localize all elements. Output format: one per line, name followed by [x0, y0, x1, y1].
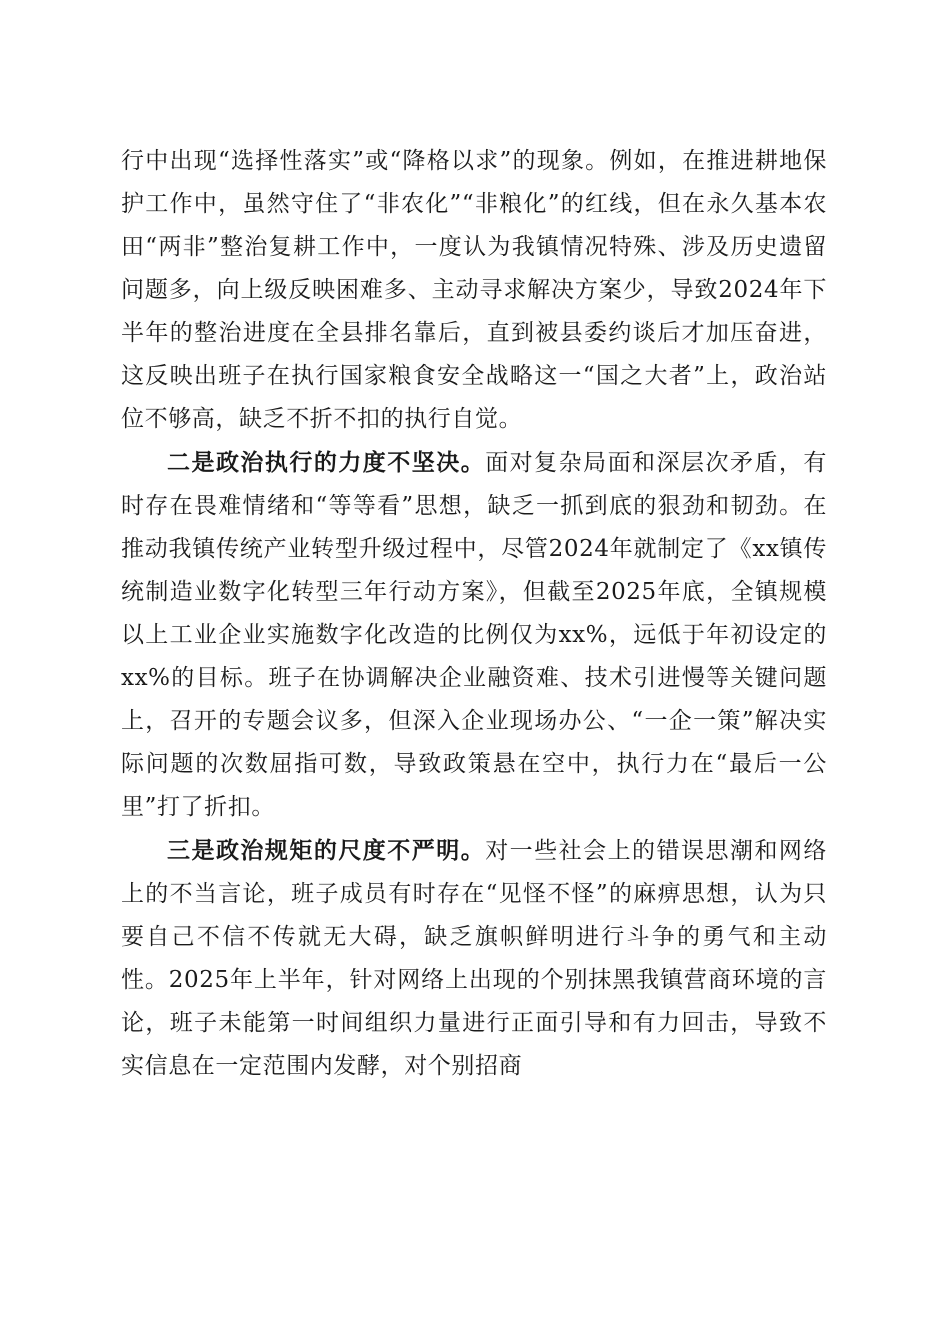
paragraph-lead-heading: 二是政治执行的力度不坚决。 — [167, 449, 486, 476]
paragraph-political-rules — [121, 829, 827, 1088]
paragraph-political-execution — [121, 441, 827, 829]
paragraph-text: 行中出现“选择性落实”或“降格以求”的现象。例如，在推进耕地保护工作中，虽然守住了“非农化”“非粮化”的红线，但在永久基本农田“两非”整治复耕工作中，一度认为我镇情况特殊、涉及历史遗留问题多，向上级反映困难多、主动寻求解决方案少，导致2024年下半年的整治进度在全县排名靠后，直到被县委约谈后才加压奋进，这反映出班子在执行国家粮食安全战略这一“国之大者”上，政治站位不够高，缺乏不折不扣的执行自觉。 — [121, 148, 827, 432]
paragraph-lead-heading: 三是政治规矩的尺度不严明。 — [167, 837, 486, 864]
paragraph-continuation — [121, 140, 827, 441]
paragraph-text: 对一些社会上的错误思潮和网络上的不当言论，班子成员有时存在“见怪不怪”的麻痹思想，认为只要自己不信不传就无大碍，缺乏旗帜鲜明进行斗争的勇气和主动性。2025年上半年，针对网络上出现的个别抹黑我镇营商环境的言论，班子未能第一时间组织力量进行正面引导和有力回击，导致不实信息在一定范围内发酵，对个别招商 — [121, 838, 827, 1079]
body-text — [121, 140, 827, 1088]
paragraph-text: 面对复杂局面和深层次矛盾，有时存在畏难情绪和“等等看”思想，缺乏一抓到底的狠劲和韧劲。在推动我镇传统产业转型升级过程中，尽管2024年就制定了《xx镇传统制造业数字化转型三年行动方案》，但截至2025年底，全镇规模以上工业企业实施数字化改造的比例仅为xx%，远低于年初设定的xx%的目标。班子在协调解决企业融资难、技术引进慢等关键问题上，召开的专题会议多，但深入企业现场办公、“一企一策”解决实际问题的次数屈指可数，导致政策悬在空中，执行力在“最后一公里”打了折扣。 — [121, 450, 827, 820]
